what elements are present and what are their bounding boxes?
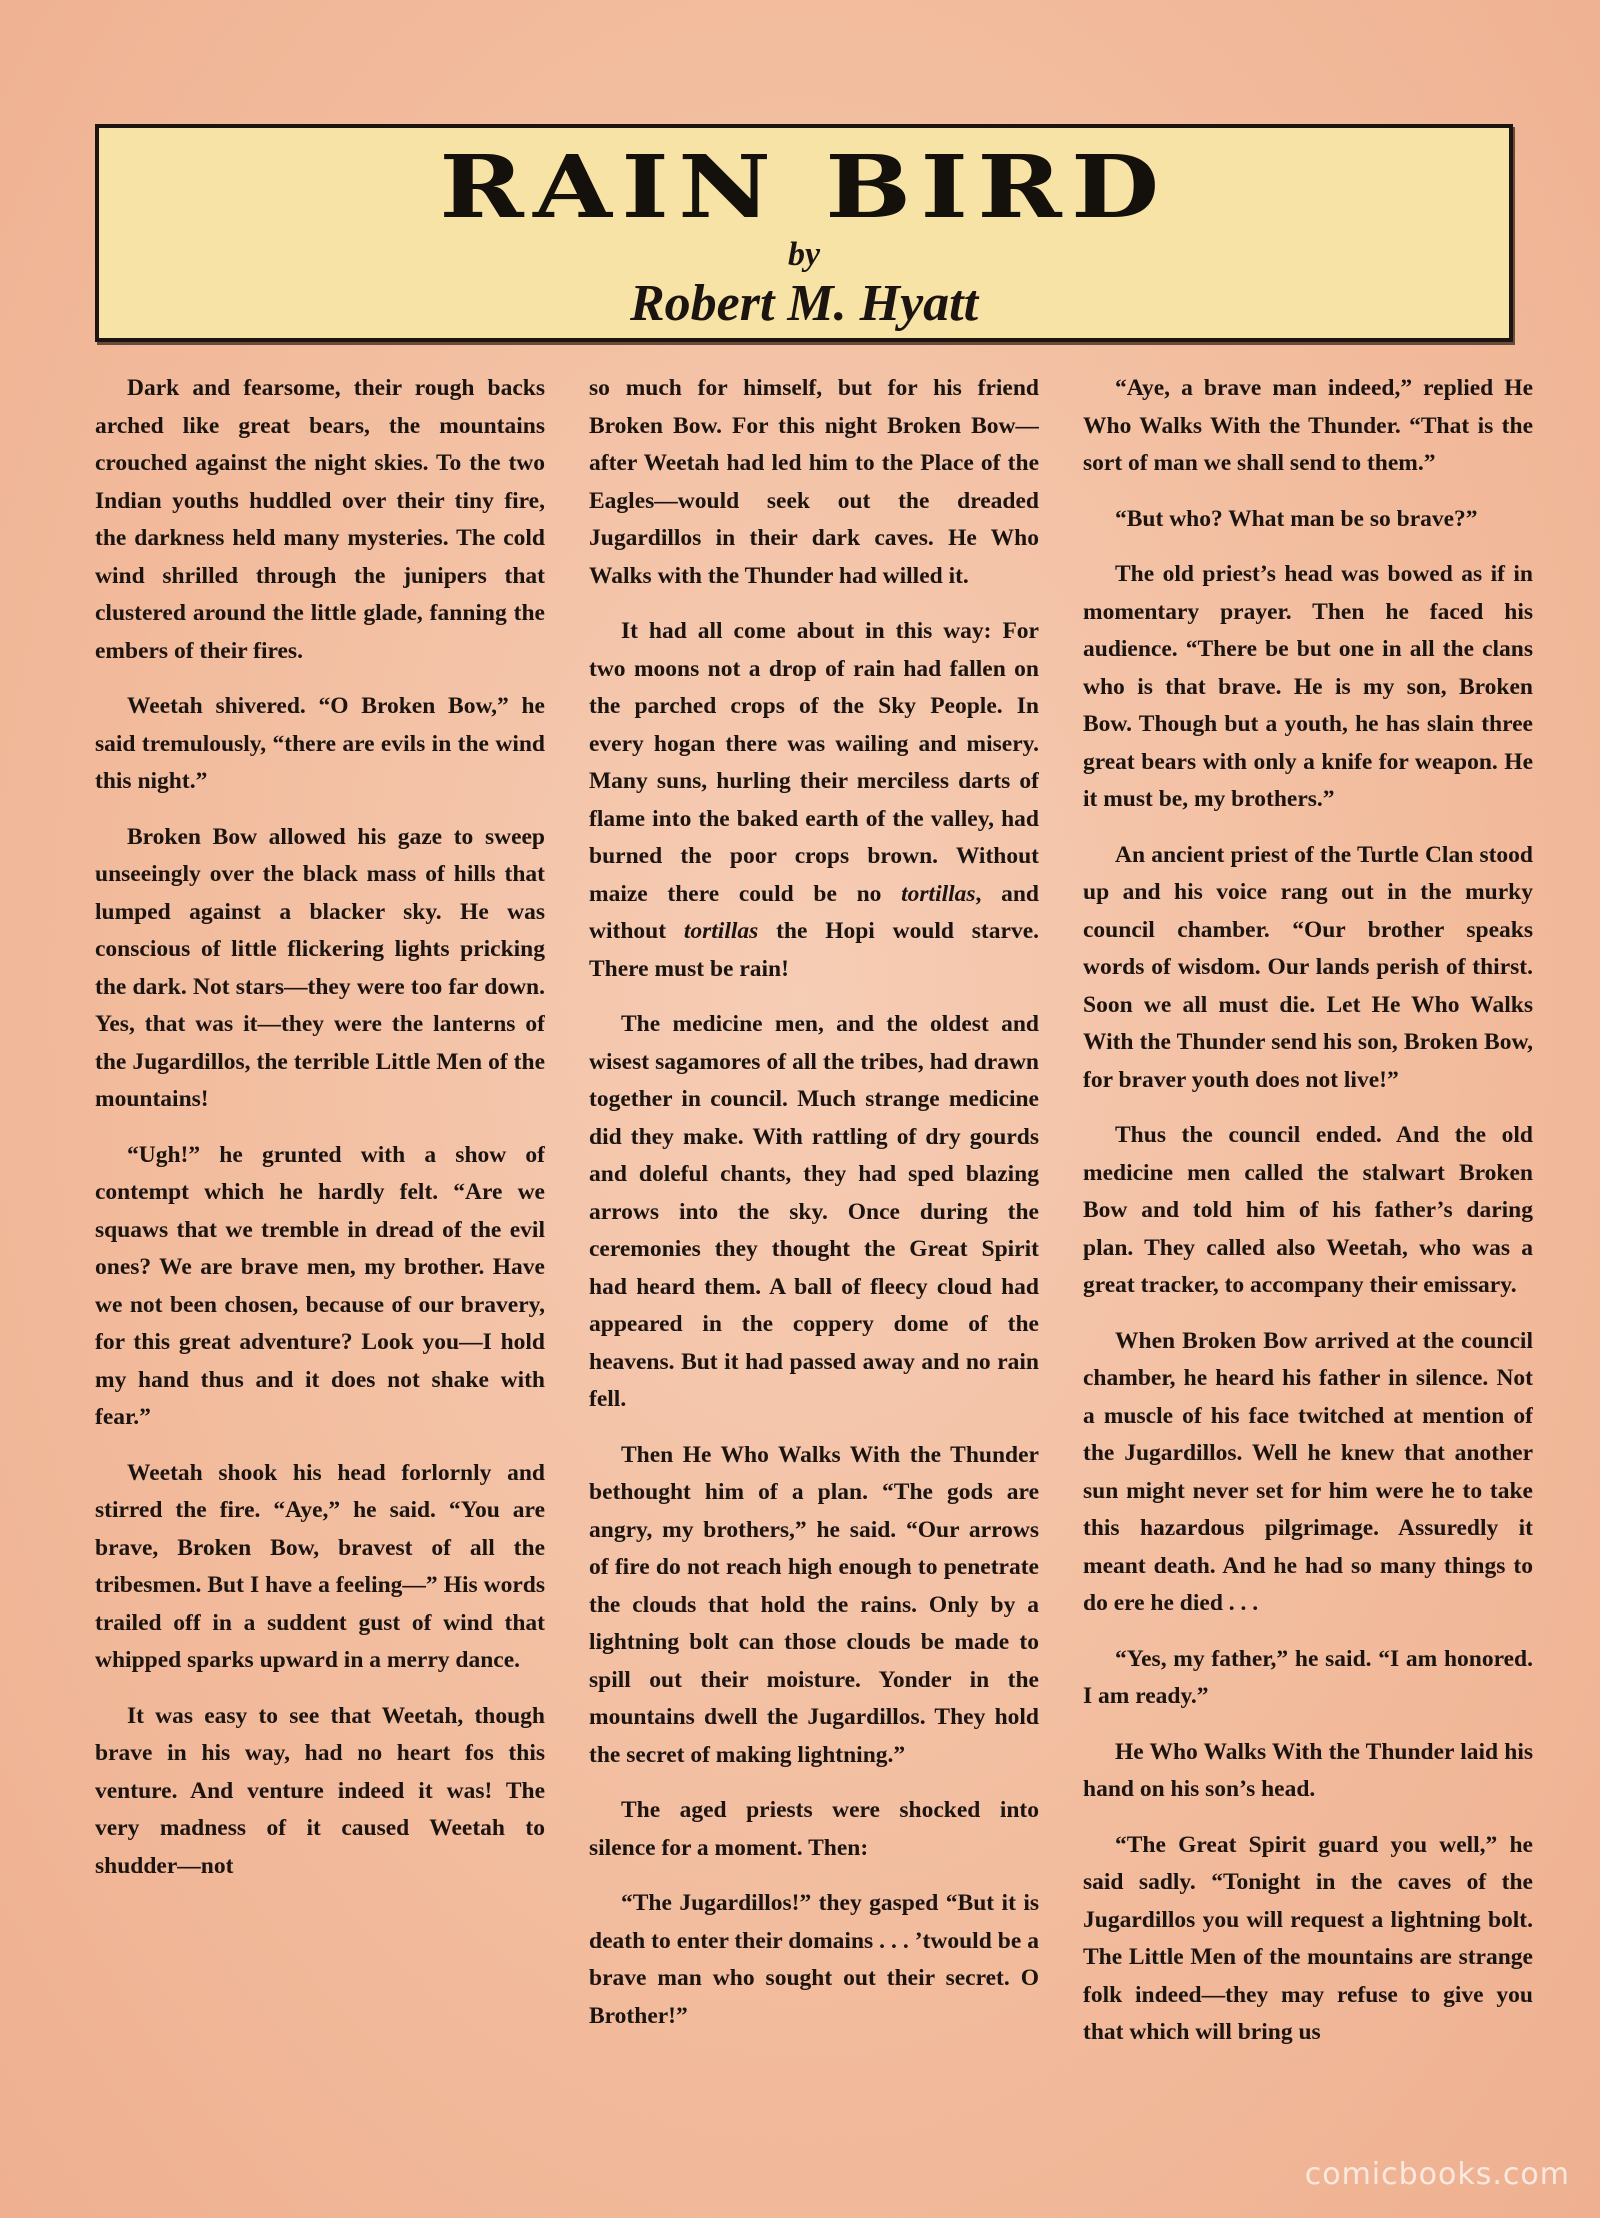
author-name: Robert M. Hyatt	[629, 275, 979, 332]
story-paragraph: “Ugh!” he grunted with a show of contempt which he hardly felt. “Are we squaws that we tremble in dread of the evil ones? We are brave men, my brother. Have we not been chosen, because of our bravery, for this great adventure? Look you—I hold my hand thus and it does not shake with fear.”	[95, 1141, 545, 1430]
story-paragraph: Then He Who Walks With the Thunder bethought him of a plan. “The gods are angry, my brothers,” he said. “Our arrows of fire do not reach high enough to penetrate the clouds that hold the rains. Only by a lightning bolt can those clouds be made to spill out their moisture. Yonder in the mountains dwell the Jugardillos. They hold the secret of making lightning.”	[589, 1441, 1039, 1768]
story-paragraph: Weetah shook his head forlornly and stirred the fire. “Aye,” he said. “You are brave, Broken Bow, bravest of all the tribesmen. But I have a feeling—” His words trailed off in a suddent gust of wind that whipped sparks upward in a merry dance.	[95, 1459, 545, 1673]
story-paragraph: so much for himself, but for his friend Broken Bow. For this night Broken Bow—after Weetah had led him to the Place of the Eagles—would seek out the dreaded Jugardillos in their dark caves. He Who Walks with the Thunder had willed it.	[589, 375, 1039, 589]
text-columns	[95, 370, 1533, 2115]
story-paragraph: When Broken Bow arrived at the council chamber, he heard his father in silence. Not a muscle of his face twitched at mention of the Jugardillos. Well he knew that another sun might never set for him were he to take this hazardous pilgrimage. Assuredly it meant death. And he had so many things to do ere he died . . .	[1083, 1327, 1533, 1616]
story-paragraph: “Yes, my father,” he said. “I am honored. I am ready.”	[1083, 1645, 1533, 1709]
column-2	[589, 370, 1039, 2115]
story-paragraph: “Aye, a brave man indeed,” replied He Who Walks With the Thunder. “That is the sort of man we shall send to them.”	[1083, 375, 1533, 476]
story-paragraph: The old priest’s head was bowed as if in momentary prayer. Then he faced his audience. “There be but one in all the clans who is that brave. He is my son, Broken Bow. Though but a youth, he has slain three great bears with only a knife for weapon. He it must be, my brothers.”	[1083, 561, 1533, 812]
column-1	[95, 370, 545, 2115]
story-paragraph: It had all come about in this way: For two moons not a drop of rain had fallen on the parched crops of the Sky People. In every hogan there was wailing and misery. Many suns, hurling their merciless darts of flame into the baked earth of the valley, had burned the poor crops brown. Without maize there could be no tortillas, and without tortillas the Hopi would starve. There must be rain!	[589, 618, 1039, 982]
story-paragraph: The aged priests were shocked into silence for a moment. Then:	[589, 1797, 1039, 1861]
story-paragraph: Thus the council ended. And the old medicine men called the stalwart Broken Bow and told him of his father’s daring plan. They called also Weetah, who was a great tracker, to accompany their emissary.	[1083, 1122, 1533, 1298]
column-3	[1083, 370, 1533, 2115]
story-paragraph: The medicine men, and the oldest and wisest sagamores of all the tribes, had drawn together in council. Much strange medicine did they make. With rattling of dry gourds and doleful chants, they had sped blazing arrows into the sky. Once during the ceremonies they thought the Great Spirit had heard them. A ball of fleecy cloud had appeared in the coppery dome of the heavens. But it had passed away and no rain fell.	[589, 1011, 1039, 1412]
story-paragraph: “The Jugardillos!” they gasped “But it is death to enter their domains . . . ’twould be a brave man who sought out their secret. O Brother!”	[589, 1890, 1039, 2029]
story-paragraph: Broken Bow allowed his gaze to sweep unseeingly over the black mass of hills that lumped against a blacker sky. He was conscious of little flickering lights pricking the dark. Not stars—they were too far down. Yes, that was it—they were the lanterns of the Jugardillos, the terrible Little Men of the mountains!	[95, 823, 545, 1112]
site-watermark: comicbooks.com	[1304, 2157, 1570, 2192]
byline-by: by	[787, 236, 821, 273]
story-paragraph: Weetah shivered. “O Broken Bow,” he said tremulously, “there are evils in the wind this night.”	[95, 693, 545, 794]
story-paragraph: An ancient priest of the Turtle Clan stood up and his voice rang out in the murky council chamber. “Our brother speaks words of wisdom. Our lands perish of thirst. Soon we all must die. Let He Who Walks With the Thunder send his son, Broken Bow, for braver youth does not live!”	[1083, 841, 1533, 1093]
title-banner	[95, 124, 1513, 342]
story-paragraph: “But who? What man be so brave?”	[1115, 505, 1478, 532]
story-paragraph: Dark and fearsome, their rough backs arched like great bears, the mountains crouched against the night skies. To the two Indian youths huddled over their tiny fire, the darkness held many mysteries. The cold wind shrilled through the junipers that clustered around the little glade, fanning the embers of their fires.	[95, 375, 545, 664]
story-paragraph: He Who Walks With the Thunder laid his hand on his son’s head.	[1083, 1738, 1533, 1802]
story-paragraph: “The Great Spirit guard you well,” he said sadly. “Tonight in the caves of the Jugardillos you will request a lightning bolt. The Little Men of the mountains are strange folk indeed—they may refuse to give you that which will bring us	[1083, 1831, 1533, 2045]
story-title: RAIN BIRD	[439, 137, 1169, 238]
story-paragraph: It was easy to see that Weetah, though brave in his way, had no heart fos this venture. And venture indeed it was! The very madness of it caused Weetah to shudder—not	[95, 1702, 545, 1879]
